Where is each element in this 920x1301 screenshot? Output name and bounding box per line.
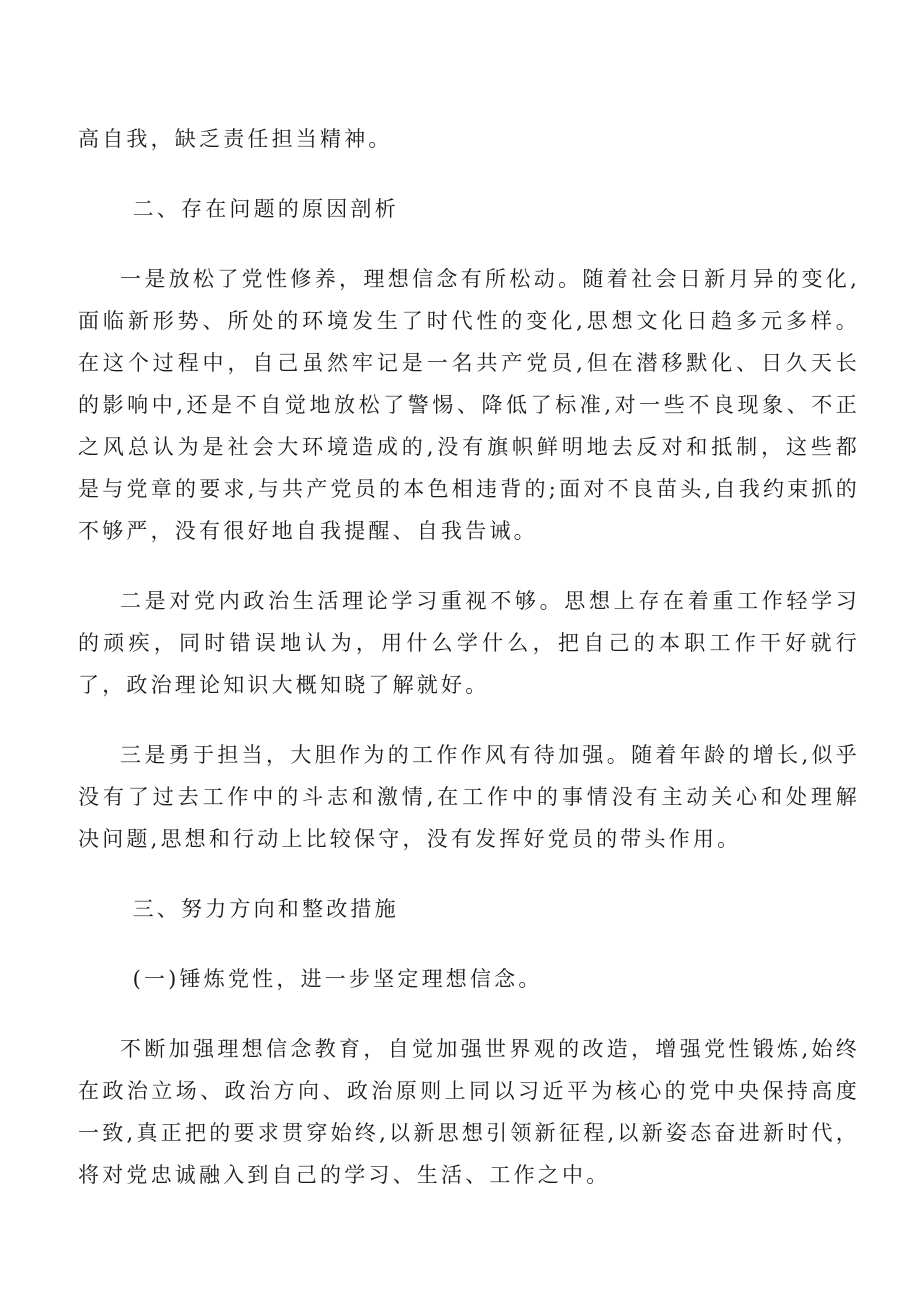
paragraph-measure-1: 不断加强理想信念教育，自觉加强世界观的改造，增强党性锻炼,始终在政治立场、政治方向、政治原则上同以习近平为核心的党中央保持高度一致,真正把的要求贯穿始终,以新思想引领新征程,以新姿态奋进新时代，将对党忠诚融入到自己的学习、生活、工作之中。 <box>78 1037 860 1187</box>
paragraph-reason-1: 一是放松了党性修养，理想信念有所松动。随着社会日新月异的变化,面临新形势、所处的环境发生了时代性的变化,思想文化日趋多元多样。在这个过程中，自己虽然牢记是一名共产党员,但在潜移默化、日久天长的影响中,还是不自觉地放松了警惕、降低了标准,对一些不良现象、不正之风总认为是社会大环境造成的,没有旗帜鲜明地去反对和抵制，这些都是与党章的要求,与共产党员的本色相违背的;面对不良苗头,自我约束抓的不够严，没有很好地自我提醒、自我告诫。 <box>78 267 860 543</box>
paragraph-reason-2: 二是对党内政治生活理论学习重视不够。思想上存在着重工作轻学习的顽疾，同时错误地认为，用什么学什么，把自己的本职工作干好就行了，政治理论知识大概知晓了解就好。 <box>78 589 860 697</box>
paragraph-reason-3: 三是勇于担当，大胆作为的工作作风有待加强。随着年龄的增长,似乎没有了过去工作中的斗志和激情,在工作中的事情没有主动关心和处理解决问题,思想和行动上比较保守，没有发挥好党员的带头作用。 <box>78 743 860 851</box>
section-heading-2: 二、存在问题的原因剖析 <box>132 197 399 221</box>
subsection-heading-1: (一)锤炼党性，进一步坚定理想信念。 <box>132 967 543 991</box>
continuation-text: 高自我，缺乏责任担当精神。 <box>78 127 393 151</box>
section-heading-3: 三、努力方向和整改措施 <box>132 897 399 921</box>
document-page <box>78 118 860 1224</box>
